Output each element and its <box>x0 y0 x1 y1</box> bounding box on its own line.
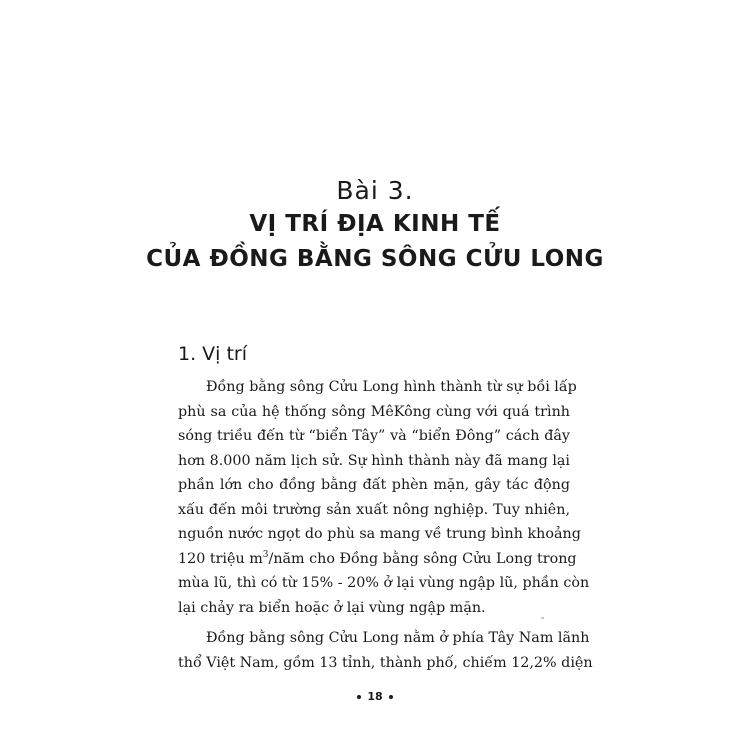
paragraph-2-line-1: Đồng bằng sông Cửu Long nằm ở phía Tây Nam lãnh <box>206 630 590 646</box>
section-heading: 1. Vị trí <box>178 343 248 365</box>
paragraph-2-line-2: thổ Việt Nam, gồm 13 tỉnh, thành phố, chiếm 12,2% diện <box>178 654 593 671</box>
lesson-title-line-1: VỊ TRÍ ĐỊA KINH TẾ <box>249 211 501 237</box>
page-number <box>0 690 750 703</box>
paragraph-1-line-4: hơn 8.000 năm lịch sử. Sự hình thành này đã mang lại <box>178 452 570 469</box>
scan-speck <box>541 617 544 619</box>
paragraph-1-line-5: phần lớn cho đồng bằng đất phèn mặn, gây tác động <box>178 477 570 493</box>
paragraph-1-line-10: lại chảy ra biển hoặc ở lại vùng ngập mặn. <box>178 599 486 616</box>
paragraph-1-line-8 <box>178 547 577 572</box>
page-number-dot-left <box>357 695 361 699</box>
line-8-text-start: 120 triệu m <box>178 550 263 567</box>
paragraph-1-line-7: nguồn nước ngọt do phù sa mang về trung bình khoảng <box>178 526 581 542</box>
line-8-text-end: /năm cho Đồng bằng sông Cửu Long trong <box>268 550 577 567</box>
paragraph-1-line-9: mùa lũ, thì có từ 15% - 20% ở lại vùng ngập lũ, phần còn <box>178 575 590 591</box>
paragraph-1-line-3: sóng triều đến từ “biển Tây” và “biển Đông” cách đây <box>178 428 570 444</box>
lesson-title-line-2: CỦA ĐỒNG BẰNG SÔNG CỬU LONG <box>146 246 604 272</box>
paragraph-1-line-2: phù sa của hệ thống sông MêKông cùng với quá trình <box>178 403 570 420</box>
paragraph-1-line-6: xấu đến môi trường sản xuất nông nghiệp. Tuy nhiên, <box>178 501 570 518</box>
body-text <box>178 375 593 675</box>
lesson-number: Bài 3. <box>336 176 414 205</box>
page-number-text: 18 <box>367 690 383 703</box>
superscript-3: 3 <box>262 549 269 560</box>
paragraph-1-line-1: Đồng bằng sông Cửu Long hình thành từ sự bồi lấp <box>206 379 577 395</box>
page-number-dot-right <box>389 695 393 699</box>
